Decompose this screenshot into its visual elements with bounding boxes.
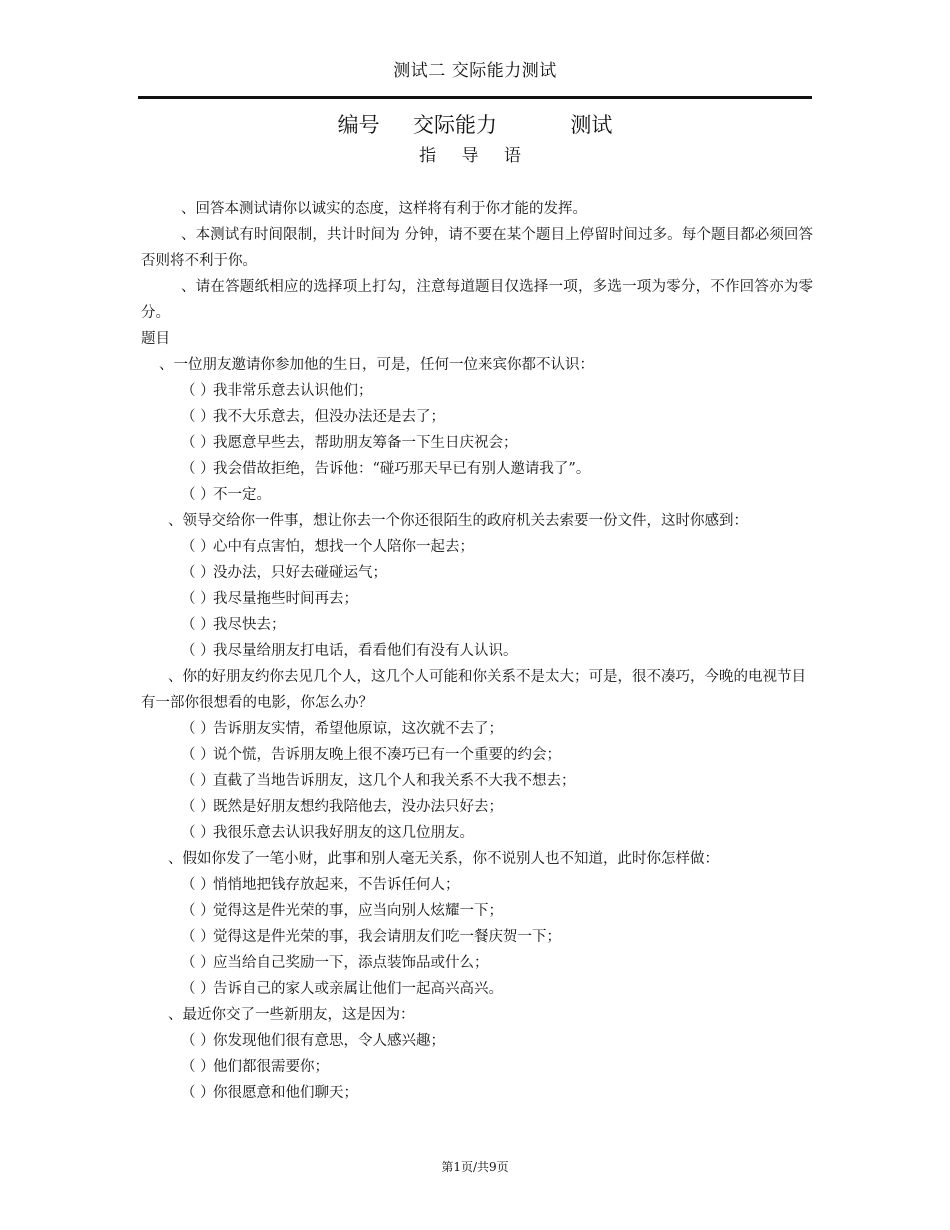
option-parens: （ ） [181,747,215,763]
option-text: 直截了当地告诉朋友，这几个人和我关系不大我不想去； [213,773,576,789]
option-parens: （ ） [181,643,215,659]
option [141,950,813,976]
option-parens: （ ） [181,487,215,503]
instructions-heading: 指 导 语 [419,146,531,166]
option-text: 悄悄地把钱存放起来，不告诉任何人； [213,877,460,893]
option [141,1054,813,1080]
question-2: 、领导交给你一件事，想让你去一个你还很陌生的政府机关去索要一份文件，这时你感到： [168,513,748,529]
option-text: 我不大乐意去，但没办法还是去了； [213,409,445,425]
option [141,872,813,898]
instruction-1: 、回答本测试请你以诚实的态度，这样将有利于你才能的发挥。 [181,201,587,217]
option-parens: （ ） [181,903,215,919]
option-parens: （ ） [181,955,215,971]
option [141,794,813,820]
option [141,586,813,612]
option [141,560,813,586]
question-4: 、假如你发了一笔小财，此事和别人毫无关系，你不说别人也不知道，此时你怎样做： [168,851,719,867]
option-text: 既然是好朋友想约我陪他去，没办法只好去； [213,799,503,815]
section-label: 题目 [141,331,170,347]
option-parens: （ ） [181,383,215,399]
option-text: 觉得这是件光荣的事，我会请朋友们吃一餐庆贺一下； [213,929,561,945]
instruction-2: 、本测试有时间限制，共计时间为 分钟，请不要在某个题目上停留时间过多。每个题目都必须回答 否则将不利于你。 [141,227,813,269]
option [141,612,813,638]
option-text: 心中有点害怕，想找一个人陪你一起去； [213,539,474,555]
question-3: 、你的好朋友约你去见几个人，这几个人可能和你关系不是太大；可是，很不凑巧，今晚的电视节目有一部你很想看的电影，你怎么办？ [141,669,806,711]
option-parens: （ ） [181,617,215,633]
option [141,482,813,508]
question-1: 、一位朋友邀请你参加他的生日，可是，任何一位来宾你都不认识： [159,357,594,373]
option [141,638,813,664]
option [141,378,813,404]
option-parens: （ ） [181,825,215,841]
option-parens: （ ） [181,435,215,451]
option-parens: （ ） [181,773,215,789]
option-text: 应当给自己奖励一下，添点装饰品或什么； [213,955,489,971]
option [141,456,813,482]
option-text: 我尽快去； [213,617,286,633]
option-text: 没办法，只好去碰碰运气； [213,565,387,581]
option-parens: （ ） [181,929,215,945]
option-parens: （ ） [181,1059,215,1075]
option-text: 我会借故拒绝，告诉他：“碰巧那天早已有别人邀请我了”。 [213,461,591,477]
page-footer: 第1页/共9页 [441,1160,509,1174]
option-text: 我愿意早些去，帮助朋友筹备一下生日庆祝会； [213,435,518,451]
option-text: 他们都很需要你； [213,1059,329,1075]
option [141,716,813,742]
option-text: 说个慌，告诉朋友晚上很不凑巧已有一个重要的约会； [213,747,561,763]
option-parens: （ ） [181,409,215,425]
option-text: 你发现他们很有意思，令人感兴趣； [213,1033,445,1049]
option [141,534,813,560]
option [141,742,813,768]
document-body [141,196,813,1106]
option [141,1028,813,1054]
header-rule [138,96,812,99]
option [141,820,813,846]
option [141,404,813,430]
option [141,976,813,1002]
option [141,924,813,950]
option-text: 我尽量给朋友打电话，看看他们有没有人认识。 [213,643,518,659]
option-parens: （ ） [181,539,215,555]
option-text: 不一定。 [213,487,271,503]
option-parens: （ ） [181,799,215,815]
option-text: 告诉自己的家人或亲属让他们一起高兴高兴。 [213,981,503,997]
option-parens: （ ） [181,565,215,581]
option-parens: （ ） [181,877,215,893]
option-text: 我尽量拖些时间再去； [213,591,358,607]
option [141,430,813,456]
document-title: 编号 交际能力 测试 [337,113,613,137]
option-text: 告诉朋友实情，希望他原谅，这次就不去了； [213,721,503,737]
option-parens: （ ） [181,721,215,737]
option-text: 你很愿意和他们聊天； [213,1085,358,1101]
option-parens: （ ） [181,1033,215,1049]
question-5: 、最近你交了一些新朋友，这是因为： [168,1007,415,1023]
option-parens: （ ） [181,591,215,607]
option-text: 我非常乐意去认识他们； [213,383,373,399]
page-header: 测试二 交际能力测试 [393,61,557,81]
option [141,768,813,794]
option-text: 我很乐意去认识我好朋友的这几位朋友。 [213,825,474,841]
option-parens: （ ） [181,981,215,997]
option-text: 觉得这是件光荣的事，应当向别人炫耀一下； [213,903,503,919]
option-parens: （ ） [181,1085,215,1101]
instruction-3: 、请在答题纸相应的选择项上打勾，注意每道题目仅选择一项，多选一项为零分，不作回答亦为零分。 [141,279,813,321]
option-parens: （ ） [181,461,215,477]
option [141,1080,813,1106]
option [141,898,813,924]
